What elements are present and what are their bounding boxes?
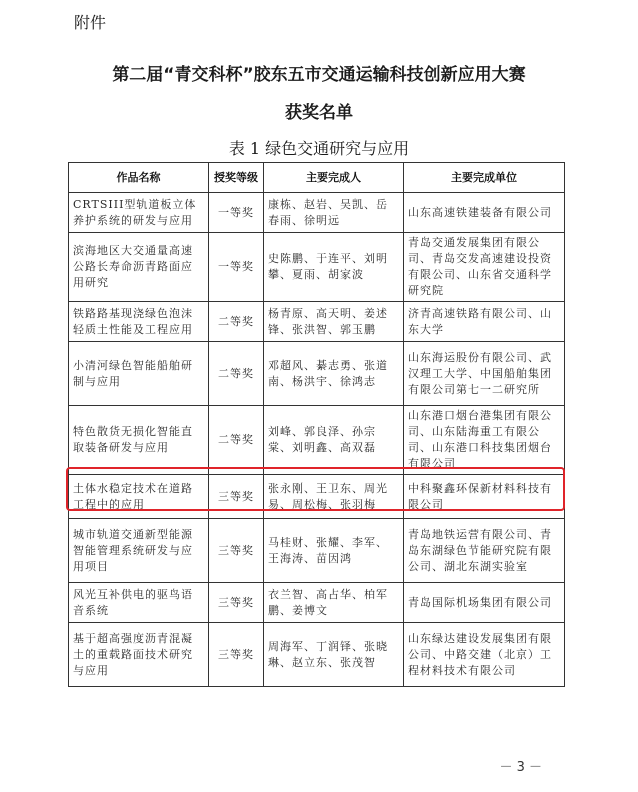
- main-contributors: 康栋、赵岩、吴凯、岳春雨、徐明远: [264, 193, 404, 233]
- document-subtitle: 获奖名单: [285, 103, 353, 123]
- table-header-row: [69, 163, 565, 193]
- main-contributors: 周海军、丁润铎、张晓琳、赵立东、张茂智: [264, 623, 404, 687]
- work-name: 滨海地区大交通量高速公路长寿命沥青路面应用研究: [69, 233, 209, 302]
- column-header-unit: 主要完成单位: [404, 163, 565, 193]
- work-name: 特色散货无损化智能直取装备研发与应用: [69, 406, 209, 475]
- table-row: [69, 406, 565, 475]
- work-name: CRTSIII型轨道板立体养护系统的研发与应用: [69, 193, 209, 233]
- work-name: 城市轨道交通新型能源智能管理系统研发与应用项目: [69, 519, 209, 583]
- award-level: 二等奖: [209, 302, 264, 342]
- main-unit: 山东绿达建设发展集团有限公司、中路交建（北京）工程材料技术有限公司: [404, 623, 565, 687]
- work-name: 铁路路基现浇绿色泡沫轻质土性能及工程应用: [69, 302, 209, 342]
- work-name: 小清河绿色智能船舶研制与应用: [69, 342, 209, 406]
- table-caption: 表 1 绿色交通研究与应用: [228, 139, 410, 158]
- main-contributors: 刘峰、郭良泽、孙宗棠、刘明鑫、高双磊: [264, 406, 404, 475]
- main-unit: 山东海运股份有限公司、武汉理工大学、中国船舶集团有限公司第七一二研究所: [404, 342, 565, 406]
- work-name: 风光互补供电的驱鸟语音系统: [69, 583, 209, 623]
- attachment-label: 附件: [74, 13, 107, 32]
- table-row: [69, 583, 565, 623]
- main-contributors: 马桂财、张耀、李军、王海涛、苗因鸿: [264, 519, 404, 583]
- table-row: [69, 519, 565, 583]
- table-row: [69, 233, 565, 302]
- main-unit: 山东高速铁建装备有限公司: [404, 193, 565, 233]
- table-row: [69, 342, 565, 406]
- table-row: [69, 623, 565, 687]
- award-level: 二等奖: [209, 406, 264, 475]
- award-level: 三等奖: [209, 583, 264, 623]
- work-name: 基于超高强度沥青混凝土的重载路面技术研究与应用: [69, 623, 209, 687]
- work-name: 土体水稳定技术在道路工程中的应用: [69, 475, 209, 519]
- award-level: 一等奖: [209, 193, 264, 233]
- column-header-name: 作品名称: [69, 163, 209, 193]
- main-unit: 济青高速铁路有限公司、山东大学: [404, 302, 565, 342]
- main-contributors: 史陈鹏、于连平、刘明攀、夏雨、胡家波: [264, 233, 404, 302]
- column-header-award: 授奖等级: [209, 163, 264, 193]
- award-level: 三等奖: [209, 623, 264, 687]
- main-unit: 青岛交通发展集团有限公司、青岛交发高速建设投资有限公司、山东省交通科学研究院: [404, 233, 565, 302]
- main-contributors: 邓超风、綦志勇、张道南、杨洪宇、徐鸿志: [264, 342, 404, 406]
- table-row: [69, 302, 565, 342]
- award-level: 三等奖: [209, 475, 264, 519]
- award-level: 三等奖: [209, 519, 264, 583]
- main-contributors: 张永刚、王卫东、周光易、周松梅、张羽梅: [264, 475, 404, 519]
- main-unit: 青岛地铁运营有限公司、青岛东湖绿色节能研究院有限公司、湖北东湖实验室: [404, 519, 565, 583]
- award-level: 二等奖: [209, 342, 264, 406]
- page-number: － 3 －: [499, 760, 542, 775]
- document-title: 第二届“青交科杯”胶东五市交通运输科技创新应用大赛: [112, 65, 526, 85]
- main-unit: 青岛国际机场集团有限公司: [404, 583, 565, 623]
- main-contributors: 衣兰智、高占华、柏军鹏、姜博文: [264, 583, 404, 623]
- column-header-people: 主要完成人: [264, 163, 404, 193]
- main-contributors: 杨青原、高天明、姜述锋、张洪智、郭玉鹏: [264, 302, 404, 342]
- table-row: [69, 475, 565, 519]
- award-level: 一等奖: [209, 233, 264, 302]
- main-unit: 中科聚鑫环保新材料科技有限公司: [404, 475, 565, 519]
- awards-table: [68, 162, 565, 687]
- main-unit: 山东港口烟台港集团有限公司、山东陆海重工有限公司、山东港口科技集团烟台有限公司: [404, 406, 565, 475]
- table-row: [69, 193, 565, 233]
